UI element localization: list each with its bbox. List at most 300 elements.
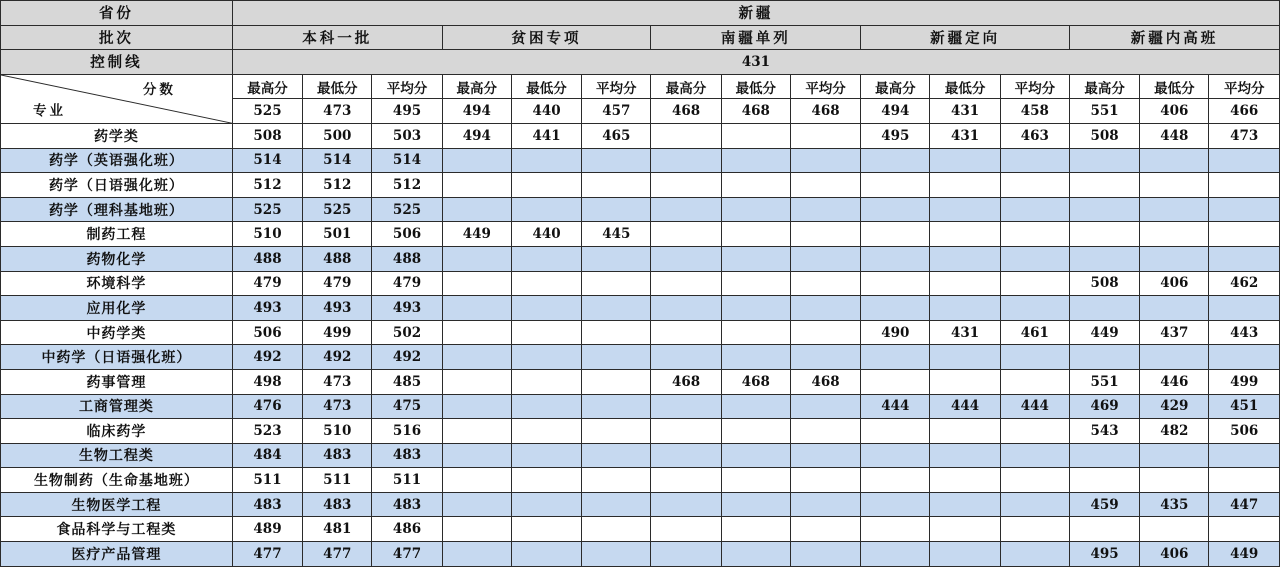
score-cell: 449 [442, 222, 511, 247]
score-cell: 469 [1069, 394, 1139, 419]
major-name: 药学（英语强化班） [1, 148, 233, 173]
score-cell [930, 443, 1000, 468]
score-cell [721, 222, 790, 247]
score-cell: 479 [232, 271, 302, 296]
score-cell [861, 345, 930, 370]
score-cell [582, 369, 651, 394]
score-cell [930, 148, 1000, 173]
score-cell [1069, 468, 1139, 493]
score-cell [511, 271, 581, 296]
score-cell [511, 369, 581, 394]
score-cell [442, 369, 511, 394]
summary-cell: 466 [1209, 99, 1280, 124]
score-cell [582, 345, 651, 370]
score-cell [1069, 173, 1139, 198]
score-cell: 500 [303, 123, 372, 148]
score-cell [651, 148, 721, 173]
score-cell [511, 492, 581, 517]
score-cell: 451 [1209, 394, 1280, 419]
score-cell: 459 [1069, 492, 1139, 517]
score-cell: 477 [372, 542, 442, 567]
score-cell [651, 345, 721, 370]
stat-header: 最低分 [1140, 74, 1209, 99]
score-cell [651, 517, 721, 542]
control-line-value: 431 [232, 50, 1279, 75]
score-cell [861, 443, 930, 468]
score-cell: 501 [303, 222, 372, 247]
score-cell [861, 492, 930, 517]
summary-cell: 525 [232, 99, 302, 124]
score-cell [1000, 492, 1069, 517]
score-cell [1140, 296, 1209, 321]
score-cell [1209, 296, 1280, 321]
score-cell [511, 542, 581, 567]
score-cell [861, 271, 930, 296]
control-line-label: 控制线 [1, 50, 233, 75]
score-cell [511, 468, 581, 493]
score-cell [651, 394, 721, 419]
score-cell: 488 [372, 246, 442, 271]
major-name: 药学（日语强化班） [1, 173, 233, 198]
score-cell [1000, 369, 1069, 394]
score-cell [930, 197, 1000, 222]
score-cell: 514 [232, 148, 302, 173]
score-cell: 479 [372, 271, 442, 296]
score-cell [511, 173, 581, 198]
major-name: 药事管理 [1, 369, 233, 394]
stat-header: 最低分 [303, 74, 372, 99]
table-row [1, 320, 1280, 345]
table-row [1, 123, 1280, 148]
summary-cell: 440 [511, 99, 581, 124]
score-cell [1000, 468, 1069, 493]
score-cell [511, 345, 581, 370]
score-cell: 506 [372, 222, 442, 247]
control-line-row [1, 50, 1280, 75]
score-cell: 483 [372, 492, 442, 517]
score-cell [511, 394, 581, 419]
province-label: 省份 [1, 1, 233, 26]
diagonal-header-cell [1, 74, 233, 123]
score-cell [442, 542, 511, 567]
score-cell: 465 [582, 123, 651, 148]
table-row [1, 517, 1280, 542]
score-cell: 444 [861, 394, 930, 419]
score-cell [582, 394, 651, 419]
score-cell [1000, 173, 1069, 198]
score-cell: 485 [372, 369, 442, 394]
score-cell: 492 [372, 345, 442, 370]
table-row [1, 246, 1280, 271]
stat-header-row [1, 74, 1280, 99]
score-cell [1000, 542, 1069, 567]
stat-header: 平均分 [1209, 74, 1280, 99]
score-cell [1140, 246, 1209, 271]
score-cell [582, 542, 651, 567]
score-cell: 481 [303, 517, 372, 542]
score-cell [1140, 468, 1209, 493]
summary-cell: 473 [303, 99, 372, 124]
score-cell [790, 345, 860, 370]
score-cell [721, 517, 790, 542]
score-cell [582, 197, 651, 222]
score-cell: 449 [1209, 542, 1280, 567]
score-cell [930, 173, 1000, 198]
score-cell [651, 173, 721, 198]
score-cell: 502 [372, 320, 442, 345]
score-cell [790, 173, 860, 198]
score-cell [790, 443, 860, 468]
major-name: 药学（理科基地班） [1, 197, 233, 222]
score-cell [442, 173, 511, 198]
score-cell [930, 517, 1000, 542]
score-cell: 495 [861, 123, 930, 148]
score-cell [651, 197, 721, 222]
score-cell: 445 [582, 222, 651, 247]
score-cell [1069, 296, 1139, 321]
score-cell [511, 296, 581, 321]
score-cell [1000, 517, 1069, 542]
table-body [1, 1, 1280, 567]
major-name: 制药工程 [1, 222, 233, 247]
score-cell [861, 197, 930, 222]
score-cell: 525 [372, 197, 442, 222]
score-cell [582, 419, 651, 444]
score-cell: 431 [930, 320, 1000, 345]
summary-cell: 551 [1069, 99, 1139, 124]
score-cell: 431 [930, 123, 1000, 148]
table-row [1, 443, 1280, 468]
score-cell [790, 419, 860, 444]
stat-header: 平均分 [1000, 74, 1069, 99]
score-cell: 406 [1140, 542, 1209, 567]
score-cell [651, 222, 721, 247]
score-cell [651, 296, 721, 321]
score-cell [721, 419, 790, 444]
score-cell [721, 468, 790, 493]
score-cell: 441 [511, 123, 581, 148]
score-cell: 512 [372, 173, 442, 198]
score-cell [1000, 345, 1069, 370]
batch-label: 批次 [1, 25, 233, 50]
summary-cell: 458 [1000, 99, 1069, 124]
score-cell: 488 [303, 246, 372, 271]
table-row [1, 492, 1280, 517]
score-cell [651, 419, 721, 444]
score-cell: 551 [1069, 369, 1139, 394]
score-cell: 514 [303, 148, 372, 173]
batch-header: 新疆内高班 [1069, 25, 1279, 50]
score-cell: 443 [1209, 320, 1280, 345]
score-cell [790, 542, 860, 567]
score-cell [1000, 148, 1069, 173]
score-cell: 495 [1069, 542, 1139, 567]
score-cell [651, 123, 721, 148]
score-cell: 473 [303, 394, 372, 419]
score-cell [790, 222, 860, 247]
score-cell [1140, 345, 1209, 370]
score-cell [442, 419, 511, 444]
score-cell [442, 517, 511, 542]
score-cell: 511 [232, 468, 302, 493]
score-cell: 543 [1069, 419, 1139, 444]
score-cell [1209, 173, 1280, 198]
score-cell: 492 [232, 345, 302, 370]
stat-header: 最高分 [232, 74, 302, 99]
score-cell [1069, 345, 1139, 370]
score-cell [1209, 197, 1280, 222]
score-cell [930, 419, 1000, 444]
score-cell [1140, 517, 1209, 542]
score-cell: 449 [1069, 320, 1139, 345]
score-cell: 461 [1000, 320, 1069, 345]
stat-header: 最低分 [930, 74, 1000, 99]
score-cell [721, 197, 790, 222]
score-cell: 525 [303, 197, 372, 222]
score-cell: 490 [861, 320, 930, 345]
score-cell: 473 [303, 369, 372, 394]
score-cell [790, 197, 860, 222]
score-cell [861, 296, 930, 321]
score-cell [861, 419, 930, 444]
score-cell [861, 369, 930, 394]
major-name: 应用化学 [1, 296, 233, 321]
province-value: 新疆 [232, 1, 1279, 26]
summary-cell: 406 [1140, 99, 1209, 124]
summary-cell: 431 [930, 99, 1000, 124]
score-cell [442, 320, 511, 345]
score-cell [790, 148, 860, 173]
score-cell: 437 [1140, 320, 1209, 345]
score-cell: 506 [232, 320, 302, 345]
score-cell [1209, 468, 1280, 493]
score-cell: 447 [1209, 492, 1280, 517]
score-cell [721, 320, 790, 345]
table-row [1, 197, 1280, 222]
score-cell: 448 [1140, 123, 1209, 148]
table-row [1, 271, 1280, 296]
stat-header: 最高分 [861, 74, 930, 99]
score-cell: 510 [232, 222, 302, 247]
score-cell: 511 [372, 468, 442, 493]
summary-cell: 457 [582, 99, 651, 124]
score-cell: 493 [303, 296, 372, 321]
major-name: 药物化学 [1, 246, 233, 271]
score-cell [930, 542, 1000, 567]
stat-header: 平均分 [582, 74, 651, 99]
summary-cell: 468 [651, 99, 721, 124]
table-row [1, 468, 1280, 493]
score-cell: 483 [372, 443, 442, 468]
table-row [1, 542, 1280, 567]
score-cell: 483 [303, 492, 372, 517]
score-cell [651, 320, 721, 345]
score-cell [582, 443, 651, 468]
score-cell [511, 197, 581, 222]
score-cell [1069, 443, 1139, 468]
score-cell: 498 [232, 369, 302, 394]
score-cell [790, 320, 860, 345]
score-cell [721, 443, 790, 468]
score-cell [721, 271, 790, 296]
score-cell: 503 [372, 123, 442, 148]
score-cell [790, 271, 860, 296]
score-cell [1209, 345, 1280, 370]
major-label: 专业 [33, 102, 66, 119]
score-cell [1069, 197, 1139, 222]
score-cell: 462 [1209, 271, 1280, 296]
score-cell [1069, 148, 1139, 173]
score-cell: 494 [442, 123, 511, 148]
score-cell [511, 443, 581, 468]
score-cell [790, 296, 860, 321]
score-cell: 463 [1000, 123, 1069, 148]
score-cell [582, 173, 651, 198]
summary-cell: 468 [721, 99, 790, 124]
score-cell [442, 246, 511, 271]
score-cell [930, 345, 1000, 370]
stat-header: 最高分 [442, 74, 511, 99]
score-cell: 523 [232, 419, 302, 444]
score-cell [1209, 246, 1280, 271]
score-cell [582, 492, 651, 517]
score-cell: 477 [232, 542, 302, 567]
score-cell [721, 345, 790, 370]
batch-header: 贫困专项 [442, 25, 651, 50]
score-cell [861, 222, 930, 247]
major-name: 药学类 [1, 123, 233, 148]
score-cell [582, 148, 651, 173]
score-cell: 511 [303, 468, 372, 493]
score-cell [790, 123, 860, 148]
score-cell [721, 148, 790, 173]
score-cell [1069, 517, 1139, 542]
score-cell [651, 542, 721, 567]
score-cell [442, 271, 511, 296]
batch-header: 南疆单列 [651, 25, 861, 50]
score-cell: 512 [232, 173, 302, 198]
table-row [1, 173, 1280, 198]
score-cell: 499 [1209, 369, 1280, 394]
stat-header: 平均分 [372, 74, 442, 99]
score-cell: 483 [303, 443, 372, 468]
major-name: 生物制药（生命基地班） [1, 468, 233, 493]
score-cell: 508 [232, 123, 302, 148]
score-cell: 493 [372, 296, 442, 321]
stat-header: 最高分 [651, 74, 721, 99]
score-cell: 440 [511, 222, 581, 247]
score-cell: 477 [303, 542, 372, 567]
score-cell: 476 [232, 394, 302, 419]
score-cell [511, 517, 581, 542]
score-cell: 525 [232, 197, 302, 222]
batch-header: 本科一批 [232, 25, 442, 50]
major-name: 医疗产品管理 [1, 542, 233, 567]
score-cell: 506 [1209, 419, 1280, 444]
score-cell: 510 [303, 419, 372, 444]
score-cell: 429 [1140, 394, 1209, 419]
score-cell [930, 369, 1000, 394]
score-cell [1000, 197, 1069, 222]
score-cell [1140, 222, 1209, 247]
score-cell: 512 [303, 173, 372, 198]
score-cell [1000, 246, 1069, 271]
province-row [1, 1, 1280, 26]
score-cell [582, 246, 651, 271]
score-cell [511, 148, 581, 173]
batch-header: 新疆定向 [861, 25, 1070, 50]
score-cell [1140, 173, 1209, 198]
score-cell: 488 [232, 246, 302, 271]
score-cell [582, 517, 651, 542]
score-cell [511, 246, 581, 271]
score-cell [582, 320, 651, 345]
score-cell [651, 443, 721, 468]
score-cell: 493 [232, 296, 302, 321]
score-cell [721, 123, 790, 148]
score-cell [1000, 222, 1069, 247]
score-cell [442, 394, 511, 419]
score-cell [1000, 271, 1069, 296]
score-cell [930, 246, 1000, 271]
score-cell [1140, 197, 1209, 222]
score-cell [1209, 517, 1280, 542]
table-row [1, 345, 1280, 370]
table-row [1, 369, 1280, 394]
score-cell [651, 492, 721, 517]
table-row [1, 148, 1280, 173]
score-cell: 483 [232, 492, 302, 517]
summary-cell: 494 [442, 99, 511, 124]
score-cell: 468 [651, 369, 721, 394]
score-cell [721, 173, 790, 198]
score-cell [1209, 443, 1280, 468]
score-cell [861, 468, 930, 493]
score-cell [790, 468, 860, 493]
summary-cell: 495 [372, 99, 442, 124]
score-cell: 468 [721, 369, 790, 394]
table-row [1, 419, 1280, 444]
score-cell [1069, 246, 1139, 271]
score-cell: 484 [232, 443, 302, 468]
score-cell [442, 197, 511, 222]
score-cell [651, 468, 721, 493]
score-cell: 482 [1140, 419, 1209, 444]
score-cell [582, 296, 651, 321]
score-cell [861, 517, 930, 542]
score-cell: 473 [1209, 123, 1280, 148]
major-name: 生物工程类 [1, 443, 233, 468]
score-cell [930, 468, 1000, 493]
score-cell [721, 542, 790, 567]
score-cell [1209, 222, 1280, 247]
score-cell [651, 271, 721, 296]
score-cell [511, 419, 581, 444]
score-cell: 446 [1140, 369, 1209, 394]
score-cell [442, 296, 511, 321]
major-name: 工商管理类 [1, 394, 233, 419]
score-cell [1140, 148, 1209, 173]
score-cell [442, 148, 511, 173]
score-cell: 444 [930, 394, 1000, 419]
score-cell [930, 271, 1000, 296]
score-cell: 435 [1140, 492, 1209, 517]
score-cell [1000, 419, 1069, 444]
score-label: 分数 [142, 81, 176, 98]
major-name: 生物医学工程 [1, 492, 233, 517]
stat-header: 最高分 [1069, 74, 1139, 99]
score-cell [1000, 443, 1069, 468]
